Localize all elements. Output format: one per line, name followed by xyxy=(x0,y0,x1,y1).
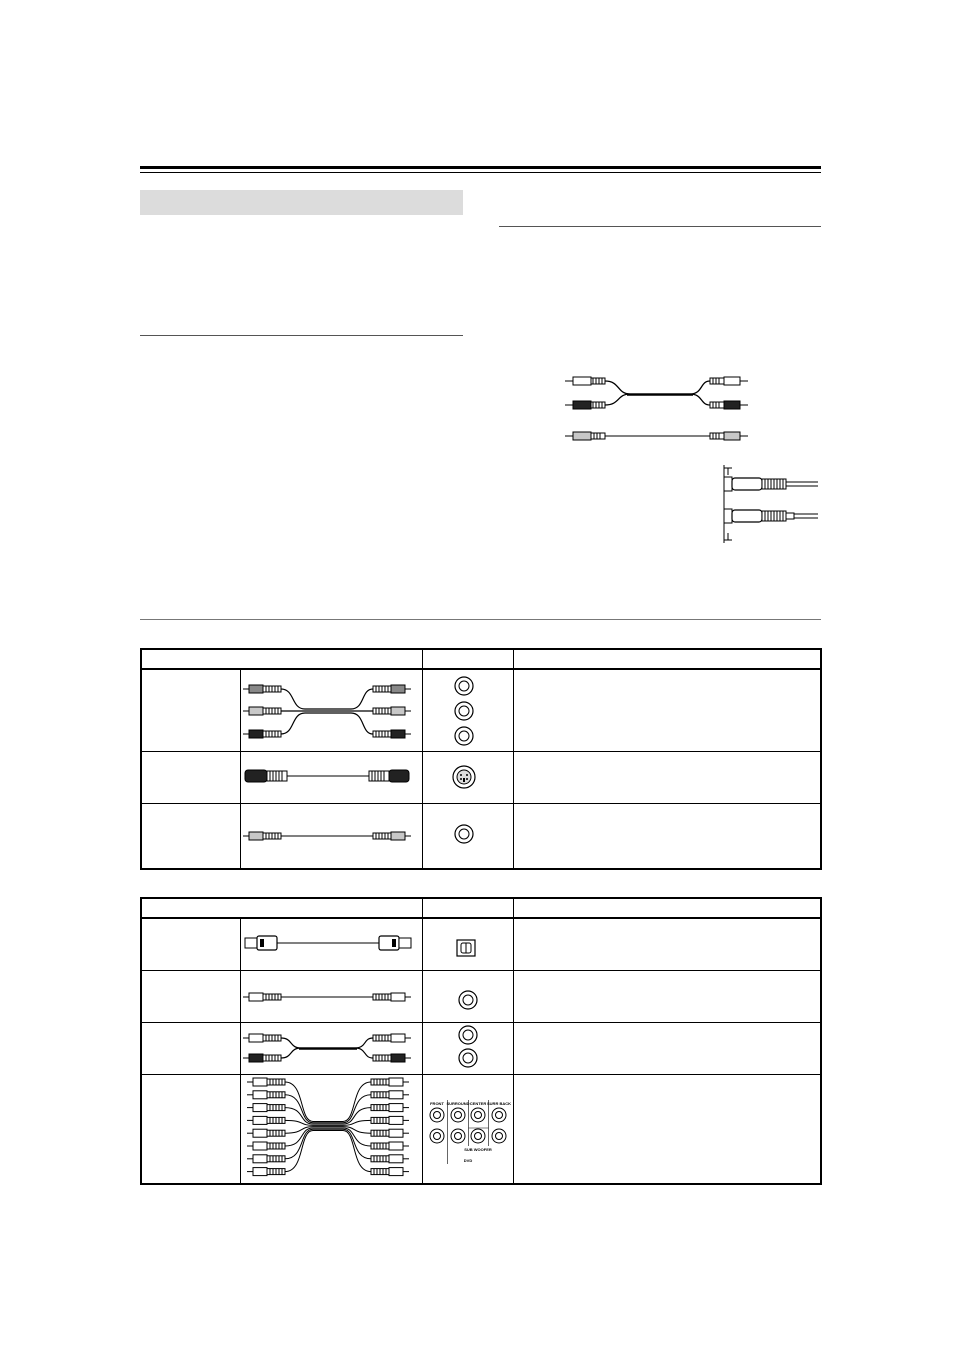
s-video-cable-icon xyxy=(243,768,413,784)
rca-plug-right-top xyxy=(710,377,748,385)
multichannel-jack xyxy=(471,1129,485,1143)
audio-table-col-rule xyxy=(513,899,514,1183)
audio-table-row-rule xyxy=(142,970,820,971)
multichannel-plug xyxy=(247,1104,285,1112)
rca-plug-left-mid xyxy=(565,401,605,409)
subwoofer-jack-label: SUB WOOFER xyxy=(464,1147,492,1152)
video-table-col-rule xyxy=(422,650,423,868)
section-heading-bar xyxy=(140,190,463,215)
plug-insertion-illustration xyxy=(718,465,822,545)
rca-cable-illustration xyxy=(565,372,750,444)
multichannel-plug xyxy=(247,1155,285,1163)
rca-plug-right-mid xyxy=(710,401,748,409)
tables-section-rule xyxy=(140,619,821,620)
center-jack-label: CENTER xyxy=(469,1101,487,1106)
coaxial-jack-icon xyxy=(456,988,480,1012)
video-table-col-rule xyxy=(240,670,241,868)
multichannel-plug xyxy=(371,1116,409,1124)
multichannel-plug xyxy=(371,1129,409,1137)
audio-table-header-rule xyxy=(142,917,820,919)
multichannel-plug xyxy=(371,1168,409,1176)
multichannel-wires xyxy=(285,1082,371,1172)
left-subheading-rule xyxy=(140,335,463,336)
video-table-row-rule xyxy=(142,751,820,752)
component-video-jacks-icon xyxy=(452,676,476,748)
composite-video-jack-icon xyxy=(452,822,476,846)
multichannel-plug xyxy=(247,1168,285,1176)
coaxial-cable-icon xyxy=(243,990,413,1004)
surr-back-jack-label: SURR BACK xyxy=(487,1101,511,1106)
insertion-plug-top xyxy=(724,477,818,491)
multichannel-plug xyxy=(247,1091,285,1099)
rca-plug-left-top xyxy=(565,377,605,385)
dvd-jack-label: DVD xyxy=(463,1158,473,1163)
component-video-cable-icon xyxy=(243,682,413,742)
multichannel-left-plugs xyxy=(247,1078,285,1176)
multichannel-plug xyxy=(247,1142,285,1150)
audio-table-col-rule xyxy=(422,899,423,1183)
header-rule-thin xyxy=(140,172,821,173)
s-video-jack-icon xyxy=(452,765,476,789)
multichannel-plug xyxy=(247,1116,285,1124)
insertion-plug-bottom xyxy=(724,509,818,523)
multichannel-plug xyxy=(371,1155,409,1163)
audio-table-row-rule xyxy=(142,1022,820,1023)
multichannel-plug xyxy=(247,1078,285,1086)
video-table-header-rule xyxy=(142,668,820,670)
multichannel-cable-icon xyxy=(243,1076,413,1180)
rca-single-cable xyxy=(565,432,748,440)
multichannel-jack xyxy=(451,1129,465,1143)
header-rule-thick xyxy=(140,166,821,169)
audio-table-col-rule xyxy=(240,919,241,1183)
multichannel-jack xyxy=(492,1108,506,1122)
multichannel-jack xyxy=(430,1108,444,1122)
audio-table-row-rule xyxy=(142,1074,820,1075)
multichannel-plug xyxy=(247,1129,285,1137)
multichannel-plug xyxy=(371,1104,409,1112)
section-heading-text xyxy=(140,195,146,210)
multichannel-right-plugs xyxy=(371,1078,409,1176)
optical-cable-icon xyxy=(243,934,413,952)
composite-video-cable-icon xyxy=(243,829,413,843)
multichannel-jacks-panel xyxy=(427,1098,511,1174)
multichannel-jack xyxy=(471,1108,485,1122)
right-subheading-rule xyxy=(499,226,821,227)
multichannel-jack xyxy=(492,1129,506,1143)
front-jack-label: FRONT xyxy=(430,1101,444,1106)
video-table-col-rule xyxy=(513,650,514,868)
multichannel-plug xyxy=(371,1142,409,1150)
multichannel-plug xyxy=(371,1078,409,1086)
video-table-row-rule xyxy=(142,803,820,804)
surround-jack-label: SURROUND xyxy=(446,1101,470,1106)
multichannel-plug xyxy=(371,1091,409,1099)
analog-audio-jacks-icon xyxy=(456,1024,480,1070)
multichannel-jack xyxy=(430,1129,444,1143)
analog-audio-cable-icon xyxy=(243,1031,413,1065)
optical-jack-icon xyxy=(456,939,476,959)
multichannel-jack xyxy=(451,1108,465,1122)
